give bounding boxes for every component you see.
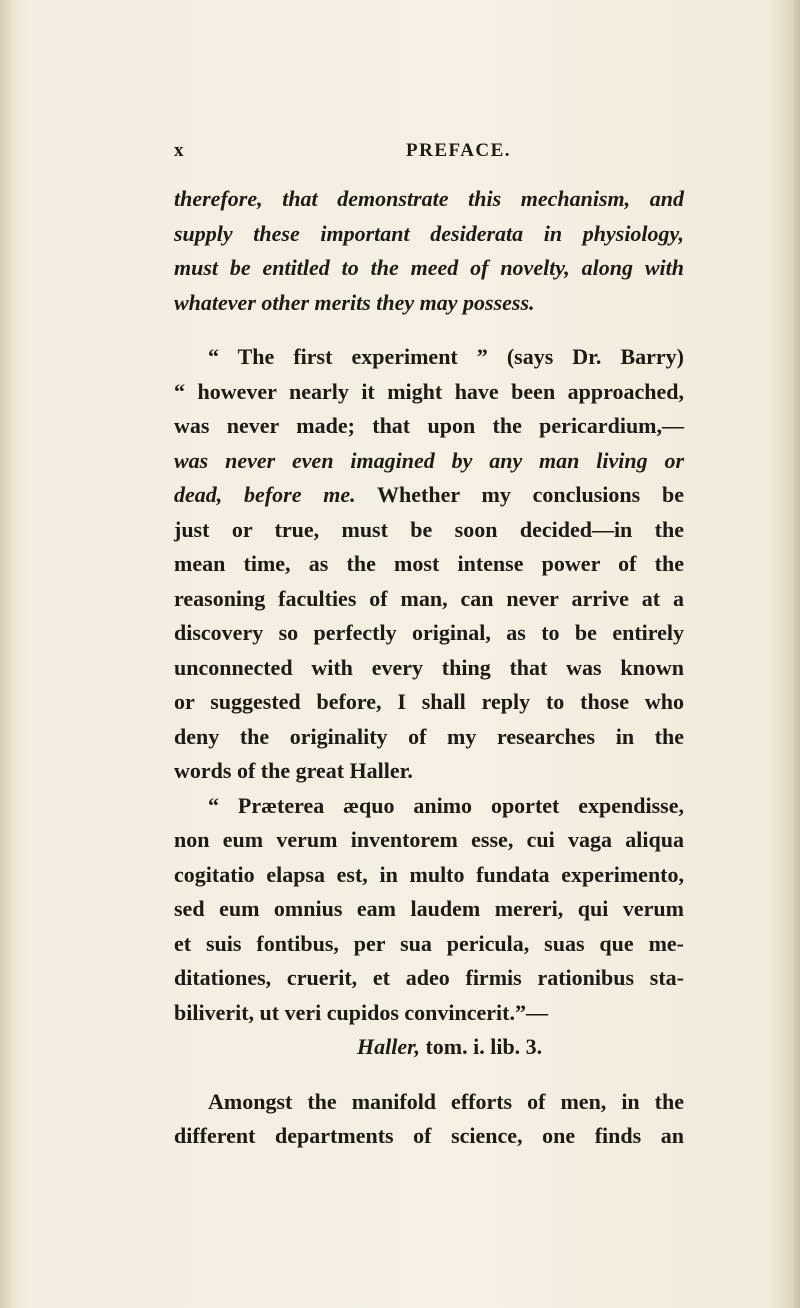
citation-reference: tom. i. lib. 3. [419,1034,543,1059]
running-head [0,140,800,170]
line-rest: Whether my conclusions be [355,482,684,507]
paragraph2-line: “ The first experiment ” (says Dr. Barry) [208,344,684,369]
quote-line: “ Præterea æquo animo oportet expendisse, [208,792,684,818]
paragraph1-line: whatever other merits they may possess. [174,289,535,315]
paragraph1-line: must be entitled to the meed of novelty, along with [174,255,684,280]
italic-phrase: dead, before me. [174,482,356,507]
quote-line: non eum verum inventorem esse, cui vaga aliqua [174,827,684,852]
quote-line: ditationes, cruerit, et adeo firmis rationibus sta- [174,965,684,990]
paragraph2-line: or suggested before, I shall reply to those who [174,689,684,714]
paragraph1-line: therefore, that demonstrate this mechanism, and [174,186,684,211]
body-text [174,182,684,1154]
paragraph1-line: supply these important desiderata in physiology, [174,220,684,246]
page-edge-shadow [792,0,800,1308]
paragraph3-line: Amongst the manifold efforts of men, in the [208,1088,684,1114]
paragraph2-line [174,478,684,513]
paragraph2-line: just or true, must be soon decided—in the [174,516,684,542]
paragraph2-line: was never even imagined by any man living or [174,447,684,473]
page-number: x [174,140,185,161]
paragraph2-line: “ however nearly it might have been approached, [174,378,684,404]
paragraph-gap [174,320,684,340]
quote-line: et suis fontibus, per sua pericula, suas que me- [174,930,684,956]
paragraph-gap [174,1065,684,1085]
paragraph2-line: was never made; that upon the pericardium,— [174,413,684,438]
quote-citation [174,1030,684,1065]
quote-line: cogitatio elapsa est, in multo fundata experimento, [174,861,684,887]
paragraph2-line: mean time, as the most intense power of the [174,551,684,576]
paragraph2-line: discovery so perfectly original, as to be entirely [174,620,684,645]
running-head-title: PREFACE. [406,140,512,161]
paragraph2-line: words of the great Haller. [174,758,413,783]
citation-author: Haller, [357,1034,420,1059]
paragraph2-line: deny the originality of my researches in the [174,723,684,749]
paragraph2-line: unconnected with every thing that was known [174,654,684,680]
paragraph3-line: different departments of science, one finds an [174,1123,684,1148]
page-gutter-shadow [0,0,14,1308]
quote-line: sed eum omnius eam laudem mereri, qui verum [174,896,684,921]
quote-line: biliverit, ut veri cupidos convincerit.”— [174,999,548,1025]
paragraph2-line: reasoning faculties of man, can never arrive at a [174,585,684,611]
